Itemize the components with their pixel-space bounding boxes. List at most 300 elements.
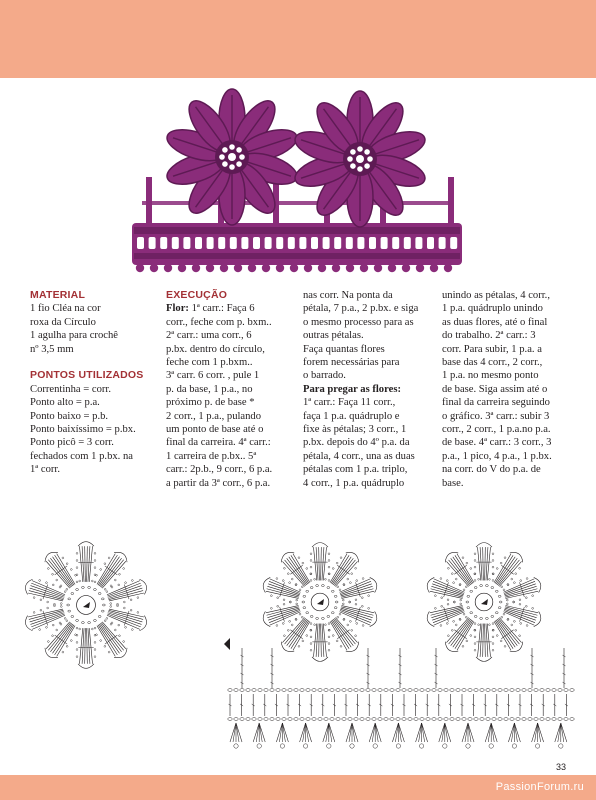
pregar-label: Para pregar as flores: xyxy=(303,383,401,395)
picot-bump xyxy=(276,264,284,272)
chain-symbol xyxy=(495,612,498,614)
continuation-line: o barrado. xyxy=(303,370,346,382)
chart-chain xyxy=(474,689,478,692)
chart-shell xyxy=(416,723,428,748)
execucao-line-text: 1ª carr.: Faça 6 xyxy=(188,303,255,315)
pontos-line: Ponto baixíssimo = p.bx. xyxy=(30,424,136,436)
chain-symbol xyxy=(98,615,101,617)
chart-shell xyxy=(485,723,497,748)
execucao-line: próximo p. de base * xyxy=(166,397,255,409)
chain-symbol xyxy=(76,619,79,621)
band-mesh-hole xyxy=(311,237,318,249)
execucao-line: a partir da 3ª corr., 6 p.a. xyxy=(166,477,271,489)
final-line: as duas flores, até o final xyxy=(442,316,548,328)
chart-chain xyxy=(336,689,340,692)
picot-bump xyxy=(332,264,340,272)
center-hole xyxy=(236,147,242,153)
chart-chain xyxy=(258,718,262,721)
chain-symbol xyxy=(303,607,306,609)
chart-chain xyxy=(468,689,472,692)
center-hole xyxy=(357,146,363,152)
column-execucao xyxy=(166,289,294,490)
chart-shell xyxy=(369,723,381,748)
chart-chain xyxy=(552,689,556,692)
final-line: p.a., 1 pico, 4 p.a., 1 p.bx. xyxy=(442,450,552,462)
top-color-band xyxy=(0,0,596,78)
chart-chain xyxy=(498,689,502,692)
chart-chain xyxy=(306,718,310,721)
chart-petal xyxy=(76,627,96,668)
chart-chain xyxy=(276,718,280,721)
chain-symbol xyxy=(467,607,470,609)
chart-chain xyxy=(456,689,460,692)
band-mesh-hole xyxy=(276,237,283,249)
chain-symbol xyxy=(303,595,306,597)
chart-chain xyxy=(522,718,526,721)
chart-chain xyxy=(444,718,448,721)
picot-bump xyxy=(150,264,158,272)
center-hole xyxy=(364,163,370,169)
chart-shell xyxy=(462,723,474,748)
picot-bump xyxy=(206,264,214,272)
chain-symbol xyxy=(327,615,330,617)
band-mesh-hole xyxy=(404,237,411,249)
band-row xyxy=(134,227,460,234)
band-mesh-hole xyxy=(323,237,330,249)
chain-symbol xyxy=(88,586,91,588)
chain-symbol xyxy=(327,587,330,589)
chart-shell xyxy=(276,723,288,748)
band-mesh-hole xyxy=(149,237,156,249)
center-hole xyxy=(222,147,228,153)
chain-symbol xyxy=(310,587,313,589)
chain-symbol xyxy=(466,601,469,603)
chart-petal xyxy=(310,623,330,662)
chart-chain xyxy=(330,718,334,721)
chart-chain xyxy=(450,689,454,692)
column-continuation xyxy=(303,289,433,490)
chart-chain xyxy=(402,689,406,692)
chart-shell xyxy=(346,723,358,748)
chart-petal xyxy=(474,623,494,662)
chain-symbol xyxy=(101,598,104,600)
flor-label: Flor: xyxy=(166,303,189,315)
chain-symbol xyxy=(480,617,483,619)
center-hole xyxy=(347,156,353,162)
picot-bump xyxy=(388,264,396,272)
chart-chain xyxy=(468,718,472,721)
chart-chain xyxy=(264,718,268,721)
chart-chain xyxy=(432,689,436,692)
chain-symbol xyxy=(76,589,79,591)
pontos-line: Ponto picô = 3 corr. xyxy=(30,437,114,449)
chart-flower xyxy=(260,543,379,662)
chart-petal xyxy=(41,548,81,593)
chart-chain xyxy=(408,689,412,692)
chain-symbol xyxy=(82,622,85,624)
material-heading: MATERIAL xyxy=(30,289,86,301)
chain-symbol xyxy=(495,590,498,592)
chart-petal xyxy=(424,574,467,605)
single-flower-chart xyxy=(12,517,160,699)
chart-shell xyxy=(323,723,335,748)
final-line: de base. Siga assim até o xyxy=(442,383,548,395)
column-final xyxy=(442,289,572,490)
chart-shell xyxy=(230,723,242,748)
picot-bump xyxy=(374,264,382,272)
chart-petal xyxy=(337,574,380,605)
chart-chain xyxy=(426,718,430,721)
chart-chain xyxy=(438,689,442,692)
band-mesh-hole xyxy=(427,237,434,249)
chart-chain xyxy=(360,718,364,721)
final-line: na corr. do V do p.a. de xyxy=(442,464,541,476)
chain-symbol xyxy=(485,617,488,619)
chain-symbol xyxy=(94,619,97,621)
final-line: de base. 4ª carr.: 3 corr., 3 xyxy=(442,437,552,449)
chart-chain xyxy=(480,718,484,721)
picot-bump xyxy=(346,264,354,272)
final-line: corr. Para subir, 1 p.a. a xyxy=(442,343,542,355)
chart-chain xyxy=(570,689,574,692)
chart-chain xyxy=(498,718,502,721)
continuation-line: Faça quantas flores xyxy=(303,343,385,355)
chart-petal xyxy=(76,542,96,583)
band-mesh-hole xyxy=(241,237,248,249)
chart-petal xyxy=(260,574,303,605)
chart-chain xyxy=(504,689,508,692)
chart-chain xyxy=(378,689,382,692)
chart-chain xyxy=(294,718,298,721)
chart-chain xyxy=(528,718,532,721)
final-line: 1 p.a. no mesmo ponto xyxy=(442,370,539,382)
chain-symbol xyxy=(98,593,101,595)
band-mesh-hole xyxy=(346,237,353,249)
chart-chain xyxy=(348,718,352,721)
chain-symbol xyxy=(474,615,477,617)
chart-chain xyxy=(558,718,562,721)
continuation-line: forem necessárias para xyxy=(303,357,400,369)
chart-chain xyxy=(552,718,556,721)
chart-chain xyxy=(534,689,538,692)
chain-symbol xyxy=(470,612,473,614)
picot-bump xyxy=(430,264,438,272)
chart-chain xyxy=(360,689,364,692)
execucao-line: corr., feche com p. bxm.. xyxy=(166,316,272,328)
chain-symbol xyxy=(499,601,502,603)
chain-symbol xyxy=(474,587,477,589)
center-hole xyxy=(350,149,356,155)
chart-chain xyxy=(396,689,400,692)
chain-symbol xyxy=(102,604,105,606)
chain-symbol xyxy=(321,585,324,587)
chart-petal xyxy=(474,543,494,582)
chart-chain xyxy=(342,718,346,721)
execucao-line: p.bx. dentro do círculo, xyxy=(166,343,265,355)
material-line: 1 fio Cléa na cor xyxy=(30,303,101,315)
picot-bump xyxy=(416,264,424,272)
chart-chain xyxy=(246,689,250,692)
execucao-line: um ponto de base até o xyxy=(166,424,264,436)
chain-symbol xyxy=(331,612,334,614)
chart-petal xyxy=(41,617,81,662)
chart-chain xyxy=(312,689,316,692)
start-arrow xyxy=(83,602,90,608)
chain-symbol xyxy=(71,593,74,595)
chain-symbol xyxy=(316,617,319,619)
chart-chain xyxy=(324,718,328,721)
execucao-line: final da carreira. 4ª carr.: xyxy=(166,437,271,449)
chart-chain xyxy=(324,689,328,692)
chart-chain xyxy=(402,718,406,721)
center-hole xyxy=(236,161,242,167)
center-ring xyxy=(356,155,364,163)
center-hole xyxy=(222,161,228,167)
chart-chain xyxy=(282,718,286,721)
picot-bump xyxy=(304,264,312,272)
final-text xyxy=(442,289,572,490)
chart-chain xyxy=(300,689,304,692)
chart-chain xyxy=(228,689,232,692)
chart-chain xyxy=(570,718,574,721)
band-mesh-hole xyxy=(218,237,225,249)
chart-chain xyxy=(528,689,532,692)
center-hole xyxy=(367,156,373,162)
band-mesh-hole xyxy=(230,237,237,249)
pregar-line: 1ª carr.: Faça 11 corr., xyxy=(303,397,396,409)
chain-symbol xyxy=(321,617,324,619)
page-number: 33 xyxy=(556,762,567,772)
execucao-line: 2 corr., 1 p.a., pulando xyxy=(166,410,262,422)
chart-chain xyxy=(378,718,382,721)
chain-symbol xyxy=(316,585,319,587)
execucao-text xyxy=(166,302,294,490)
final-line: o gráfico. 3ª carr.: subir 3 xyxy=(442,410,550,422)
chain-symbol xyxy=(485,585,488,587)
chart-chain xyxy=(474,718,478,721)
chain-symbol xyxy=(71,615,74,617)
picot-bump xyxy=(290,264,298,272)
chart-chain xyxy=(270,689,274,692)
band-mesh-hole xyxy=(381,237,388,249)
chart-chain xyxy=(258,689,262,692)
pregar-text xyxy=(303,396,433,490)
center-hole xyxy=(239,154,245,160)
chain-symbol xyxy=(331,590,334,592)
chart-petal xyxy=(501,599,544,630)
band-mesh-hole xyxy=(299,237,306,249)
chart-chain xyxy=(276,689,280,692)
chain-symbol xyxy=(334,595,337,597)
pontos-heading: PONTOS UTILIZADOS xyxy=(30,369,144,382)
chart-chain xyxy=(480,689,484,692)
continuation-line: pétala, 7 p.a., 2 p.bx. e siga xyxy=(303,303,419,315)
execucao-line: carr.: 2p.b., 9 corr., 6 p.a. xyxy=(166,464,273,476)
center-ring xyxy=(228,153,236,161)
chart-chain xyxy=(300,718,304,721)
chain-symbol xyxy=(94,589,97,591)
chart-shell xyxy=(300,723,312,748)
pontos-line: Ponto alto = p.a. xyxy=(30,397,100,409)
band-mesh-hole xyxy=(450,237,457,249)
band-mesh-hole xyxy=(415,237,422,249)
continuation-line: outras pétalas. xyxy=(303,330,364,342)
chart-chain xyxy=(516,689,520,692)
material-line: roxa da Círculo xyxy=(30,316,96,328)
chart-chain xyxy=(504,718,508,721)
chart-chain xyxy=(492,718,496,721)
chart-chain xyxy=(348,689,352,692)
picot-bump xyxy=(220,264,228,272)
chart-chain xyxy=(462,689,466,692)
picot-bump xyxy=(262,264,270,272)
picot-bump xyxy=(248,264,256,272)
chart-chain xyxy=(546,718,550,721)
chart-chain xyxy=(252,718,256,721)
chain-symbol xyxy=(68,598,71,600)
watermark-text: PassionForum.ru xyxy=(495,781,584,793)
chart-chain xyxy=(450,718,454,721)
chart-chain xyxy=(426,689,430,692)
final-line: corr., 2 corr., 1 p.a.no p.a. xyxy=(442,424,551,436)
final-line: unindo as pétalas, 4 corr., xyxy=(442,290,550,301)
chart-chain xyxy=(558,689,562,692)
continuation-text xyxy=(303,289,433,383)
pregar-line: faça 1 p.a. quádruplo e xyxy=(303,410,400,422)
chart-chain xyxy=(564,689,568,692)
start-arrow xyxy=(317,599,324,605)
chart-chain xyxy=(522,689,526,692)
chart-chain xyxy=(240,689,244,692)
pontos-line: Correntinha = corr. xyxy=(30,383,111,395)
chart-chain xyxy=(294,689,298,692)
chart-chain xyxy=(318,718,322,721)
chart-chain xyxy=(396,718,400,721)
execucao-heading: EXECUÇÃO xyxy=(166,289,228,301)
band-mesh-hole xyxy=(392,237,399,249)
chart-petal xyxy=(501,574,544,605)
chart-chain xyxy=(270,718,274,721)
final-line: base. xyxy=(442,477,464,489)
chart-chain xyxy=(336,718,340,721)
chart-chain xyxy=(540,689,544,692)
band-mesh-hole xyxy=(207,237,214,249)
picot-bump xyxy=(360,264,368,272)
chart-chain xyxy=(246,718,250,721)
center-hole xyxy=(229,144,235,150)
band-mesh-hole xyxy=(195,237,202,249)
chain-symbol xyxy=(334,607,337,609)
chart-chain xyxy=(282,689,286,692)
picot-bump xyxy=(192,264,200,272)
chart-chain xyxy=(486,689,490,692)
chart-chain xyxy=(444,689,448,692)
crochet-flower-border-image xyxy=(128,85,468,283)
chart-chain xyxy=(312,718,316,721)
final-line: 1 p.a. quádruplo unindo xyxy=(442,303,543,315)
chain-symbol xyxy=(88,622,91,624)
chart-chain xyxy=(462,718,466,721)
chain-symbol xyxy=(68,610,71,612)
picot-bump xyxy=(444,264,452,272)
pontos-line: fechados com 1 p.bx. na xyxy=(30,450,133,462)
chart-chain xyxy=(384,718,388,721)
chart-chain xyxy=(516,718,520,721)
pregar-line: 4 corr., 1 p.a. quádruplo xyxy=(303,477,405,489)
chart-chain xyxy=(366,718,370,721)
chart-chain xyxy=(342,689,346,692)
chart-flower xyxy=(23,542,150,669)
band-mesh-hole xyxy=(439,237,446,249)
chart-chain xyxy=(546,689,550,692)
chain-symbol xyxy=(470,590,473,592)
execucao-line: 3ª carr. 6 corr. , pule 1 xyxy=(166,370,260,382)
chain-symbol xyxy=(306,612,309,614)
band-mesh-hole xyxy=(288,237,295,249)
picot-bump xyxy=(136,264,144,272)
chart-chain xyxy=(252,689,256,692)
chart-petal xyxy=(91,617,131,662)
chart-chain xyxy=(534,718,538,721)
final-line: base das 4 corr., 2 corr., xyxy=(442,357,543,369)
chart-shell xyxy=(532,723,544,748)
chain-symbol xyxy=(306,590,309,592)
picot-bump xyxy=(234,264,242,272)
chart-chain xyxy=(366,689,370,692)
pontos-list xyxy=(30,383,156,477)
chart-chain xyxy=(486,718,490,721)
pregar-line: pétalas com 1 p.a. triplo, xyxy=(303,464,408,476)
crochet-photo xyxy=(128,85,468,283)
execucao-line: 1 carreira de p.bx.. 5ª xyxy=(166,450,257,462)
material-list xyxy=(30,302,156,356)
final-line: do trabalho. 2ª carr.: 3 xyxy=(442,330,536,342)
chart-chain xyxy=(372,718,376,721)
chart-petal xyxy=(260,599,303,630)
chain-symbol xyxy=(480,585,483,587)
execucao-line: p. da base, 1 p.a., no xyxy=(166,383,253,395)
continuation-line: o mesmo processo para as xyxy=(303,316,414,328)
chain-symbol xyxy=(302,601,305,603)
chart-chain xyxy=(318,689,322,692)
chart-chain xyxy=(414,689,418,692)
start-arrow xyxy=(224,638,230,650)
band-mesh-hole xyxy=(265,237,272,249)
chart-flower xyxy=(424,543,543,662)
band-row xyxy=(134,253,460,259)
chart-chain xyxy=(234,718,238,721)
chart-chain xyxy=(510,689,514,692)
chart-chain xyxy=(306,689,310,692)
center-hole xyxy=(357,166,363,172)
chain-symbol xyxy=(82,586,85,588)
chart-chain xyxy=(408,718,412,721)
execucao-line xyxy=(166,302,294,315)
chain-symbol xyxy=(310,615,313,617)
chain-symbol xyxy=(67,604,70,606)
picot-bump xyxy=(402,264,410,272)
final-line: final da carreira seguindo xyxy=(442,397,550,409)
chart-shell xyxy=(253,723,265,748)
pontos-line: 1ª corr. xyxy=(30,464,60,476)
chart-petal xyxy=(310,543,330,582)
chart-chain xyxy=(390,718,394,721)
chart-chain xyxy=(264,689,268,692)
chart-chain xyxy=(540,718,544,721)
center-hole xyxy=(364,149,370,155)
start-arrow xyxy=(481,599,488,605)
chart-shell xyxy=(508,723,520,748)
